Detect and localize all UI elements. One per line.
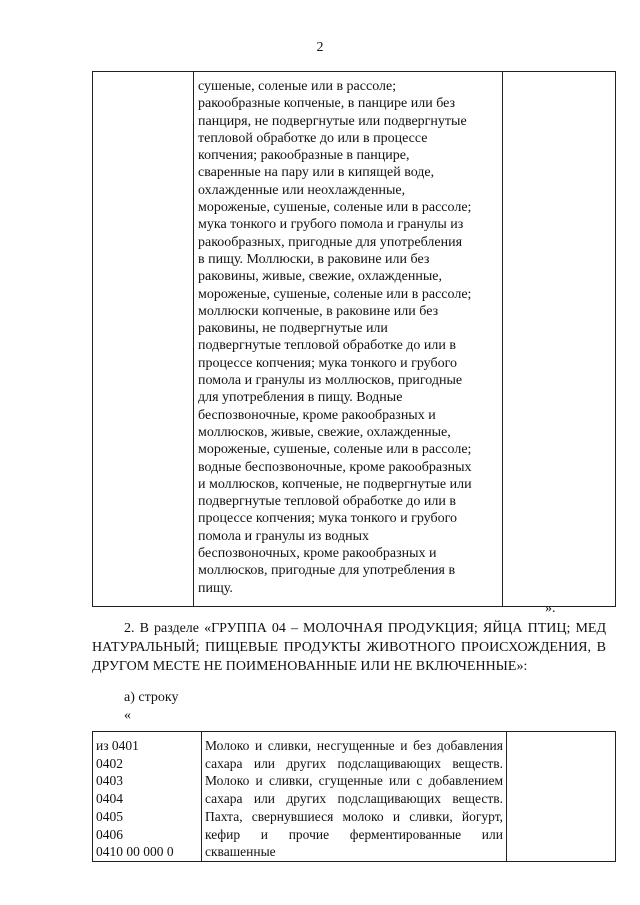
table-new-row [92,731,616,862]
description-line: охлажденные или неохлажденные, [198,182,406,198]
description-line: раковины, не подвергнутые или [198,321,388,337]
description-cell [194,72,503,607]
code-cell [93,732,202,862]
description-cell: Молоко и сливки, несгущенные и без добавления сахара или других подслащивающих веществ. Молоко и сливки, сгущенные или с добавлением сахара или других подслащивающих веществ. Пахта, свернувшиеся молоко и сливки, йогурт, кефир и прочие ферментированные или сквашенные [202,732,507,862]
description-line: ракообразные копченые, в панцире или без [198,96,456,112]
opening-quote: « [124,708,131,723]
page-number: 2 [316,40,324,55]
closing-quote: ». [545,601,556,616]
sub-item-a: а) строку [124,690,179,705]
description-line: копчения; ракообразные в панцире, [198,148,410,164]
description-line: мороженые, сушеные, соленые или в рассоле; [198,286,472,302]
description-line: процессе копчения; мука тонкого и грубого [198,511,457,527]
description-line: беспозвоночные, кроме ракообразных и [198,407,436,423]
description-line: подвергнутые тепловой обработке до или в [198,494,457,510]
description-line: моллюсков, живые, свежие, охлажденные, [198,424,451,440]
hs-code: 0402 [96,755,123,771]
description-line: пищу. [198,580,233,596]
description-line: панциря, не подвергнутые или подвергнутые [198,113,467,129]
description-line: помола и гранулы из моллюсков, пригодные [198,373,463,389]
table-continued [92,71,616,607]
amendment-paragraph: 2. В разделе «ГРУППА 04 – МОЛОЧНАЯ ПРОДУКЦИЯ; ЯЙЦА ПТИЦ; МЕД НАТУРАЛЬНЫЙ; ПИЩЕВЫЕ ПРОДУКТЫ ЖИВОТНОГО ПРОИСХОЖДЕНИЯ, В ДРУГОМ МЕСТЕ НЕ ПОИМЕНОВАННЫЕ ИЛИ НЕ ВКЛЮЧЕННЫЕ»: [92,621,606,674]
description-line: помола и гранулы из водных [198,528,369,544]
description-line: и моллюсков, копченые, не подвергнутые или [198,476,472,492]
description-line: водные беспозвоночные, кроме ракообразных [198,459,472,475]
hs-code: 0410 00 000 0 [96,844,174,860]
description-line: моллюски копченые, в раковине или без [198,303,439,319]
notes-cell [507,732,616,862]
description-line: для употребления в пищу. Водные [198,390,403,406]
hs-code: из 0401 [96,738,139,753]
description-line: мороженые, сушеные, соленые или в рассоле; [198,442,472,458]
notes-cell [503,72,616,607]
description-line: сушеные, соленые или в рассоле; [198,79,397,94]
description-line: в пищу. Моллюски, в раковине или без [198,251,430,267]
description-line: раковины, живые, свежие, охлажденные, [198,269,443,285]
hs-code: 0405 [96,808,123,824]
description-text [198,78,498,597]
code-list [96,737,198,861]
code-cell [93,72,194,607]
description-line: моллюсков, пригодные для употребления в [198,563,456,579]
description-line: тепловой обработке до или в процессе [198,130,428,146]
description-line: беспозвоночных, кроме ракообразных и [198,546,437,562]
description-line: подвергнутые тепловой обработке до или в [198,338,457,354]
description-line: мороженые, сушеные, соленые или в рассоле; [198,200,472,216]
hs-code: 0406 [96,826,123,842]
description-line: ракообразных, пригодные для употребления [198,234,463,250]
description-line: мука тонкого и грубого помола и гранулы из [198,217,464,233]
description-line: процессе копчения; мука тонкого и грубого [198,355,457,371]
hs-code: 0404 [96,791,123,807]
hs-code: 0403 [96,773,123,789]
description-line: сваренные на пару или в кипящей воде, [198,165,435,181]
